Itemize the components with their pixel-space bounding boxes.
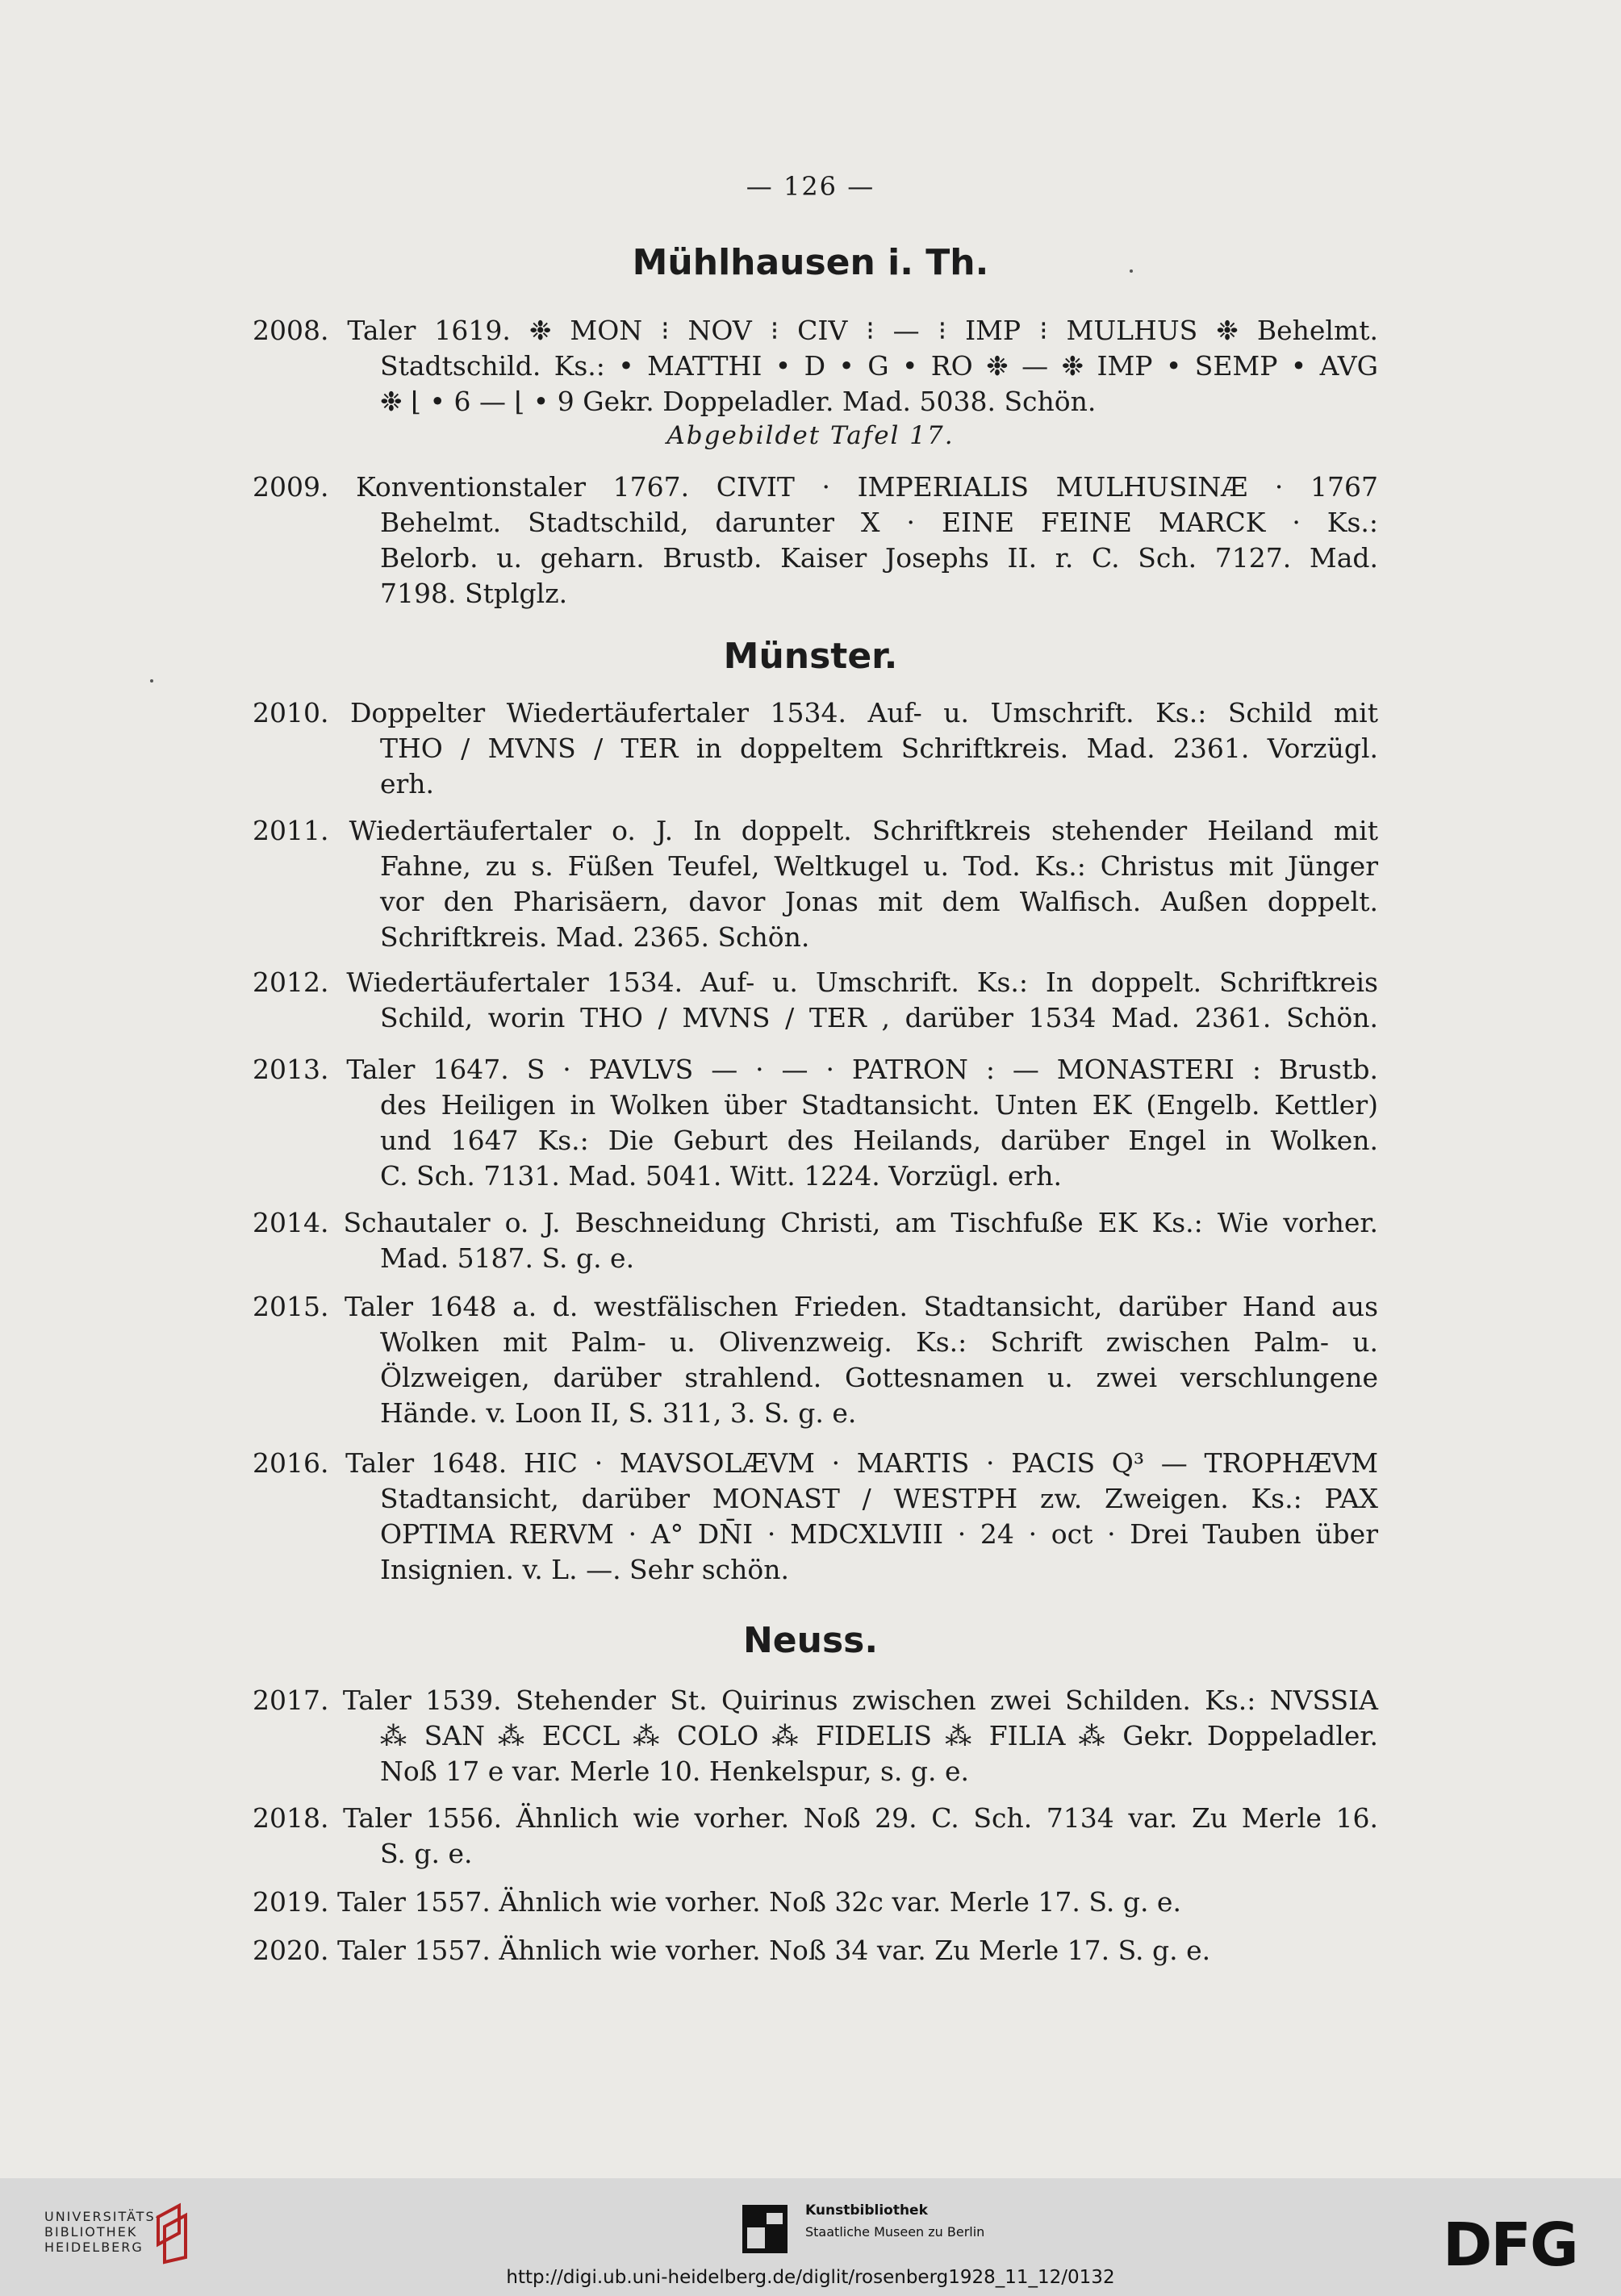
kunstbibliothek-logo-icon: [742, 2205, 788, 2253]
entry-line: Behelmt. Stadtschild, darunter X · EINE FEINE MARCK · Ks.:: [380, 507, 1378, 538]
entry-line: Schriftkreis. Mad. 2365. Schön.: [380, 921, 810, 953]
dfg-logo: DFG: [1443, 2210, 1577, 2280]
entry-line: 2020. Taler 1557. Ähnlich wie vorher. Noß 34 var. Zu Merle 17. S. g. e.: [253, 1935, 1211, 1966]
entry-line: 2010. Doppelter Wiedertäufertaler 1534. Auf- u. Umschrift. Ks.: Schild mit: [253, 697, 1378, 728]
catalog-entry-2020: [253, 1933, 1378, 1968]
entry-line: Stadtansicht, darüber MONAST / WESTPH zw. Zweigen. Ks.: PAX: [380, 1483, 1378, 1514]
entry-line: Fahne, zu s. Füßen Teufel, Weltkugel u. Tod. Ks.: Christus mit Jünger: [380, 850, 1378, 882]
catalog-entry-2009: [253, 470, 1378, 612]
entry-line: 2017. Taler 1539. Stehender St. Quirinus zwischen zwei Schilden. Ks.: NVSSIA: [253, 1684, 1378, 1716]
section-heading-muehlhausen: Mühlhausen i. Th.: [632, 242, 989, 283]
entry-line: 2009. Konventionstaler 1767. CIVIT · IMPERIALIS MULHUSINÆ · 1767: [253, 471, 1378, 503]
entry-line: 2011. Wiedertäufertaler o. J. In doppelt. Schriftkreis stehender Heiland mit: [253, 815, 1378, 846]
catalog-entry-2018: [253, 1801, 1378, 1872]
entry-line: Noß 17 e var. Merle 10. Henkelspur, s. g. e.: [380, 1755, 969, 1787]
entry-line: 2018. Taler 1556. Ähnlich wie vorher. Noß 29. C. Sch. 7134 var. Zu Merle 16.: [253, 1802, 1378, 1834]
catalog-entry-2019: [253, 1885, 1378, 1920]
entry-line: 2015. Taler 1648 a. d. westfälischen Frieden. Stadtansicht, darüber Hand aus: [253, 1291, 1378, 1322]
entry-line: C. Sch. 7131. Mad. 5041. Witt. 1224. Vorzügl. erh.: [380, 1160, 1063, 1192]
entry-line: ❉ ⌊ • 6 — ⌊ • 9 Gekr. Doppeladler. Mad. 5038. Schön.: [380, 386, 1097, 417]
entry-line: ⁂ SAN ⁂ ECCL ⁂ COLO ⁂ FIDELIS ⁂ FILIA ⁂ Gekr. Doppeladler.: [380, 1720, 1378, 1751]
catalog-entry-2015: [253, 1289, 1378, 1431]
entry-line: Hände. v. Loon II, S. 311, 3. S. g. e.: [380, 1397, 857, 1429]
entry-line: 7198. Stplglz.: [380, 578, 568, 609]
permalink-url[interactable]: http://digi.ub.uni-heidelberg.de/diglit/rosenberg1928_11_12/0132: [506, 2267, 1115, 2288]
entry-line: 2012. Wiedertäufertaler 1534. Auf- u. Umschrift. Ks.: In doppelt. Schriftkreis: [253, 966, 1378, 998]
page-number: — 126 —: [746, 171, 875, 202]
entry-line: des Heiligen in Wolken über Stadtansicht. Unten EK (Engelb. Kettler): [380, 1089, 1378, 1121]
entry-line: 2008. Taler 1619. ❉ MON ⁝ NOV ⁝ CIV ⁝ — ⁝ IMP ⁝ MULHUS ❉ Behelmt.: [253, 315, 1378, 346]
entry-line: 2013. Taler 1647. S · PAVLVS — · — · PATRON : — MONASTERI : Brustb.: [253, 1054, 1378, 1085]
catalog-entry-2016: [253, 1446, 1378, 1588]
entry-line: Belorb. u. geharn. Brustb. Kaiser Josephs II. r. C. Sch. 7127. Mad.: [380, 542, 1378, 574]
entry-line: und 1647 Ks.: Die Geburt des Heilands, darüber Engel in Wolken.: [380, 1125, 1378, 1156]
entry-line: Wolken mit Palm- u. Olivenzweig. Ks.: Schrift zwischen Palm- u.: [380, 1326, 1378, 1358]
viewer-footer: [0, 2178, 1621, 2296]
paper-speck: [1130, 269, 1133, 273]
catalog-entry-2017: [253, 1683, 1378, 1789]
entry-line: Insignien. v. L. —. Sehr schön.: [380, 1554, 789, 1585]
entry-line: S. g. e.: [380, 1838, 473, 1869]
plate-caption: Abgebildet Tafel 17.: [666, 421, 955, 450]
entry-line: THO / MVNS / TER in doppeltem Schriftkreis. Mad. 2361. Vorzügl.: [380, 733, 1378, 764]
entry-line: Mad. 5187. S. g. e.: [380, 1242, 635, 1274]
catalog-entry-2008: [253, 313, 1378, 420]
kunstbibliothek-subtitle: Staatliche Museen zu Berlin: [805, 2224, 985, 2240]
university-logo-icon: [152, 2201, 192, 2265]
paper-speck: [150, 679, 153, 683]
entry-line: 2016. Taler 1648. HIC · MAVSOLÆVM · MARTIS · PACIS Q³ — TROPHÆVM: [253, 1447, 1378, 1479]
entry-line: vor den Pharisäern, davor Jonas mit dem Walfisch. Außen doppelt.: [380, 886, 1378, 917]
kunstbibliothek-title: Kunstbibliothek: [805, 2202, 928, 2219]
catalog-entry-2013: [253, 1052, 1378, 1194]
section-heading-neuss: Neuss.: [742, 1620, 879, 1661]
entry-line: erh.: [380, 768, 435, 799]
catalog-entry-2012: [253, 965, 1378, 1036]
university-library-label: UNIVERSITÄTS- BIBLIOTHEK HEIDELBERG: [44, 2209, 162, 2255]
entry-line: Stadtschild. Ks.: • MATTHI • D • G • RO ❉ — ❉ IMP • SEMP • AVG: [380, 350, 1378, 382]
entry-line: Ölzweigen, darüber strahlend. Gottesnamen u. zwei verschlungene: [380, 1362, 1378, 1393]
entry-line: 2019. Taler 1557. Ähnlich wie vorher. Noß 32c var. Merle 17. S. g. e.: [253, 1886, 1181, 1918]
catalog-entry-2014: [253, 1205, 1378, 1276]
entry-line: Schild, worin THO / MVNS / TER , darüber 1534 Mad. 2361. Schön.: [380, 1002, 1378, 1033]
catalog-entry-2011: [253, 813, 1378, 955]
entry-line: OPTIMA RERVM · A° DN̄I · MDCXLVIII · 24 · oct · Drei Tauben über: [380, 1518, 1378, 1550]
section-heading-muenster: Münster.: [723, 636, 898, 677]
catalog-entry-2010: [253, 695, 1378, 802]
entry-line: 2014. Schautaler o. J. Beschneidung Christi, am Tischfuße EK Ks.: Wie vorher.: [253, 1207, 1378, 1238]
